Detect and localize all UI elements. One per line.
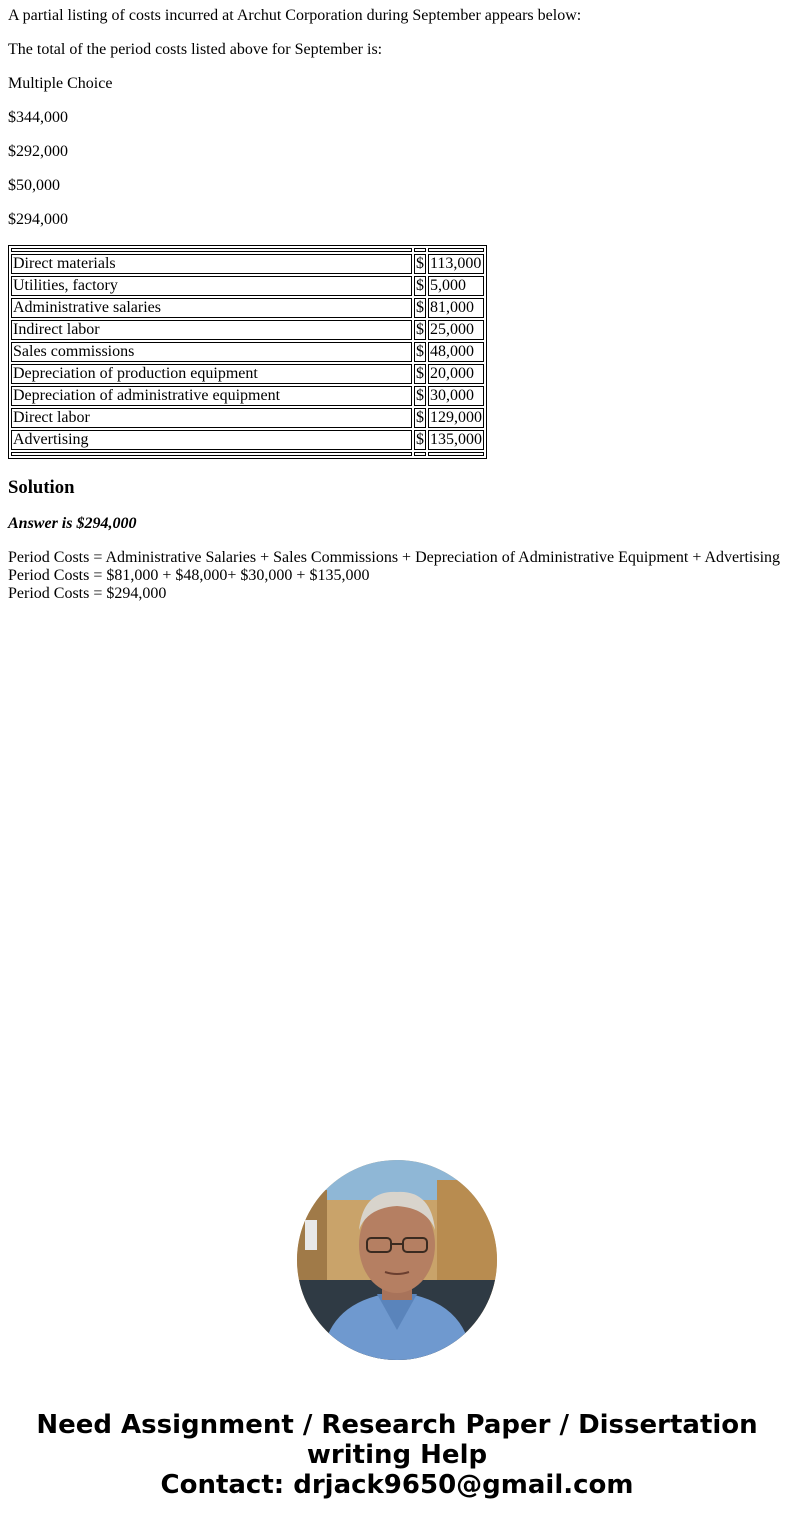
cost-amount: 20,000 bbox=[428, 364, 484, 384]
cost-amount: 5,000 bbox=[428, 276, 484, 296]
avatar-portrait-image bbox=[297, 1160, 497, 1360]
answer-option[interactable]: $344,000 bbox=[8, 109, 68, 126]
cost-amount: 113,000 bbox=[428, 254, 484, 274]
promo-line: writing Help bbox=[306, 1440, 488, 1470]
solution-heading: Solution bbox=[8, 477, 75, 498]
table-row bbox=[11, 342, 484, 362]
table-row bbox=[11, 254, 484, 274]
answer-options bbox=[8, 109, 786, 229]
cost-label: Direct labor bbox=[11, 408, 412, 428]
table-row bbox=[11, 408, 484, 428]
table-row bbox=[11, 430, 484, 450]
cost-amount: 25,000 bbox=[428, 320, 484, 340]
cost-amount: 129,000 bbox=[430, 409, 482, 426]
author-avatar bbox=[297, 1160, 497, 1360]
explanation-line: Period Costs = Administrative Salaries + Sales Commissions + Depreciation of Administrative Equipment + Advertising bbox=[8, 549, 781, 566]
table-row bbox=[11, 320, 484, 340]
cost-label: Depreciation of production equipment bbox=[11, 364, 412, 384]
answer-option[interactable]: $292,000 bbox=[8, 143, 68, 160]
table-row bbox=[11, 298, 484, 318]
currency-sign: $ bbox=[416, 321, 424, 338]
currency-sign: $ bbox=[416, 409, 424, 426]
question-intro: A partial listing of costs incurred at Archut Corporation during September appears below: bbox=[8, 7, 582, 24]
table-row bbox=[11, 386, 484, 406]
cost-label: Direct materials bbox=[11, 254, 412, 274]
currency-sign: $ bbox=[416, 343, 424, 360]
currency-sign: $ bbox=[416, 277, 424, 294]
document-body bbox=[0, 7, 794, 603]
solution-explanation bbox=[8, 549, 786, 603]
promo-line: Need Assignment / Research Paper / Dissertation bbox=[36, 1410, 758, 1440]
answer-option[interactable]: $294,000 bbox=[8, 211, 68, 228]
currency-sign: $ bbox=[416, 365, 424, 382]
currency-sign: $ bbox=[416, 255, 424, 272]
table-spacer-row bbox=[11, 248, 484, 252]
answer-option[interactable]: $50,000 bbox=[8, 177, 60, 194]
question-type-label: Multiple Choice bbox=[8, 75, 113, 92]
promo-banner bbox=[0, 1410, 794, 1500]
cost-label: Administrative salaries bbox=[11, 298, 412, 318]
table-spacer-row bbox=[11, 452, 484, 456]
table-row bbox=[11, 364, 484, 384]
currency-sign: $ bbox=[416, 387, 424, 404]
cost-amount: 30,000 bbox=[428, 386, 484, 406]
cost-amount: 81,000 bbox=[428, 298, 484, 318]
cost-label: Advertising bbox=[11, 430, 412, 450]
currency-sign: $ bbox=[416, 431, 424, 448]
explanation-line: Period Costs = $294,000 bbox=[8, 585, 167, 602]
cost-label: Sales commissions bbox=[11, 342, 412, 362]
cost-amount: 135,000 bbox=[430, 431, 482, 448]
cost-label: Depreciation of administrative equipment bbox=[11, 386, 412, 406]
table-row bbox=[11, 276, 484, 296]
cost-label: Indirect labor bbox=[11, 320, 412, 340]
answer-statement: Answer is $294,000 bbox=[8, 515, 137, 532]
cost-amount: 48,000 bbox=[428, 342, 484, 362]
cost-label: Utilities, factory bbox=[11, 276, 412, 296]
promo-contact: Contact: drjack9650@gmail.com bbox=[160, 1470, 634, 1500]
currency-sign: $ bbox=[416, 299, 424, 316]
explanation-line: Period Costs = $81,000 + $48,000+ $30,000 + $135,000 bbox=[8, 567, 370, 584]
question-prompt: The total of the period costs listed above for September is: bbox=[8, 41, 383, 58]
cost-table bbox=[8, 245, 487, 459]
